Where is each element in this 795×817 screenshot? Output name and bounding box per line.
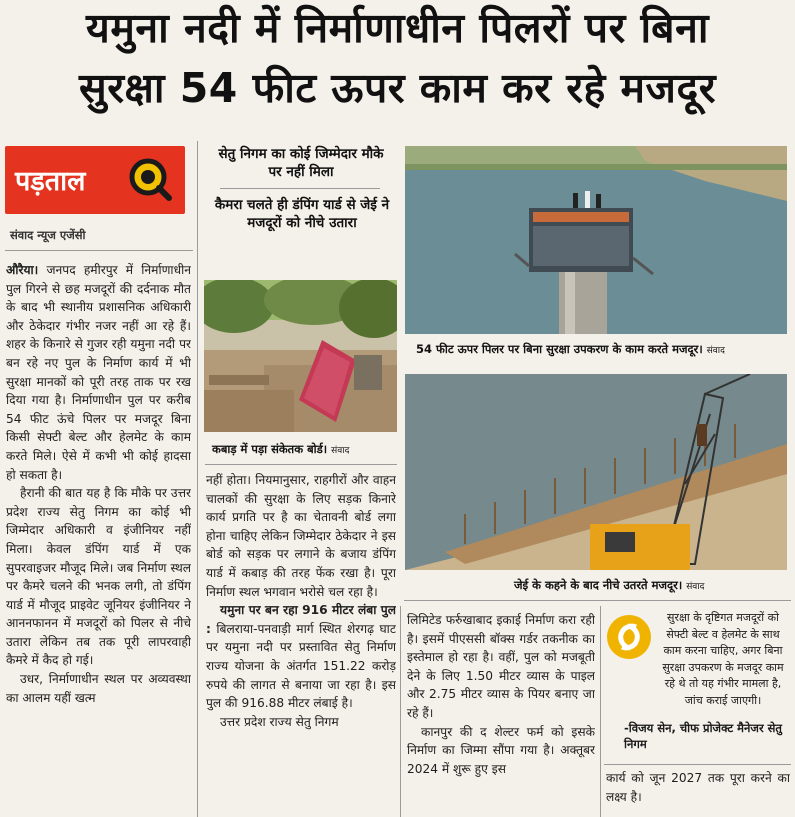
pillar-caption: 54 फीट ऊपर पिलर पर बिना सुरक्षा उपकरण के काम करते मजदूर। संवाद [416,342,725,356]
col1-para1: औरैया। जनपद हमीरपुर में निर्माणाधीन पुल गिरने से छह मजदूरों की दर्दनाक मौत के बाद भी स्थानीय प्रशासनिक अधिकारी और ठेकेदार गंभीर नजर नहीं आ रहे हैं। शहर के किनारे से गुजर रही यमुना नदी पर बन रहे नए पुल के निर्माण कार्य में भी सुरक्षा मानकों को पूरी तरह ताक पर रख दिया गया है। निर्माणाधीन पुल पर करीब 54 फीट ऊंचे पिलर पर मजदूर बिना किसी सेफ्टी बेल्ट और हेलमेट के काम करते मिले। ऐसे में कभी भी कोई हादसा हो सकता है। [6,263,191,482]
board-caption: कबाड़ में पड़ा संकेतक बोर्ड। संवाद [212,442,350,456]
column-4 [606,769,790,817]
quote-logo-icon [606,614,652,660]
column-2 [206,471,396,817]
padtaal-badge [5,146,185,214]
subhead-second: कैमरा चलते ही डंपिंग यार्ड से जेई ने मजदूरों को नीचे उतारा [214,197,390,231]
col3-para2: कानपुर की द शेल्टर फर्म को इसके निर्माण का जिम्मा सौंपा गया है। अक्तूबर 2024 में शुरू हुए इस [407,724,595,776]
headline-line1: यमुना नदी में निर्माणाधीन पिलरों पर बिना [86,4,709,52]
column-divider-3 [600,606,601,817]
descend-caption: जेई के कहने के बाद नीचे उतरते मजदूर। संवाद [514,578,705,592]
board-photo [204,280,397,432]
col3-para1: लिमिटेड फर्रुखाबाद इकाई निर्माण करा रही है। इसमें पीएससी बॉक्स गर्डर तकनीक का इस्तेमाल हो रहा है। वहीं, पुल को मजबूती देने के लिए 1.50 मीटर व्यास के पाइल और 2.75 मीटर व्यास के पियर बनाए जा रहे हैं। [407,613,595,720]
quote-author: -विजय सेन, चीफ प्रोजेक्ट मैनेजर सेतु निगम [624,721,782,751]
col1-para2: हैरानी की बात यह है कि मौके पर उत्तर प्रदेश राज्य सेतु निगम का कोई भी जिम्मेदार अधिकारी व इंजीनियर नहीं मिला। केवल डंपिंग यार्ड में एक सुपरवाइजर मौजूद मिले। जब निर्माण स्थल पर कैमरे चलने की भनक लगी, तो डंपिंग यार्ड में मौजूद प्राइवेट जूनियर इंजीनियर ने आननफानन में मजदूरों को पिलर से नीचे उतारा लेकिन तब तक पूरी लापरवाही कैमरे में कैद हो गई। [6,486,191,668]
column-1 [6,261,191,817]
column-divider-1 [197,141,198,817]
col2-para1: नहीं होता। नियमानुसार, राहगीरों और वाहन चालकों की सुरक्षा के लिए सड़क किनारे कार्य प्रगति पर है का चेतावनी बोर्ड लगा होना चाहिए लेकिन जिम्मेदार ठेकेदार ने इस बोर्ड को सड़क पर लगाने के बजाय डंपिंग यार्ड में कबाड़ की तरह फेंक रखा है। पूरा निर्माण स्थल भगवान भरोसे चल रहा है। [206,473,396,599]
badge-label: पड़ताल [15,166,86,197]
column-divider-2 [400,606,401,817]
col1-para3: उधर, निर्माणाधीन स्थल पर अव्यवस्था का आलम यहीं खत्म [6,672,191,705]
pillar-photo [405,146,787,334]
subhead-rule [220,188,380,189]
col2-para2: यमुना पर बन रहा 916 मीटर लंबा पुल : बिलराया-पनवाड़ी मार्ग स्थित शेरगढ़ घाट पर यमुना नदी पर प्रस्तावित सेतु निर्माण राज्य योजना के अंतर्गत 151.22 करोड़ रुपये की लागत से बनाया जा रहा है। इस पुल की 916.88 मीटर लंबाई है। [206,603,396,711]
quote-text: सुरक्षा के दृष्टिगत मजदूरों को सेफ्टी बेल्ट व हेलमेट के साथ काम करना चाहिए, अगर बिना सुरक्षा उपकरण के मजदूर काम रहे थे तो यह गंभीर मामला है, जांच कराई जाएगी। [662,611,784,707]
col4-para1: कार्य को जून 2027 तक पूरा करने का लक्ष्य है। [606,771,790,804]
col2-para3: उत्तर प्रदेश राज्य सेतु निगम [220,714,339,729]
headline-line2: सुरक्षा 54 फीट ऊपर काम कर रहे मजदूर [78,64,716,112]
board-caption-rule [205,464,397,465]
quote-rule [604,764,791,765]
byline-rule [5,250,193,251]
subhead-first: सेतु निगम का कोई जिम्मेदार मौके पर नहीं मिला [218,146,384,180]
column-3 [407,611,595,817]
descend-caption-rule [404,600,791,601]
magnifier-icon [128,157,172,201]
byline: संवाद न्यूज एजेंसी [10,228,86,242]
crane-photo [405,374,787,570]
quote-box [604,608,792,758]
